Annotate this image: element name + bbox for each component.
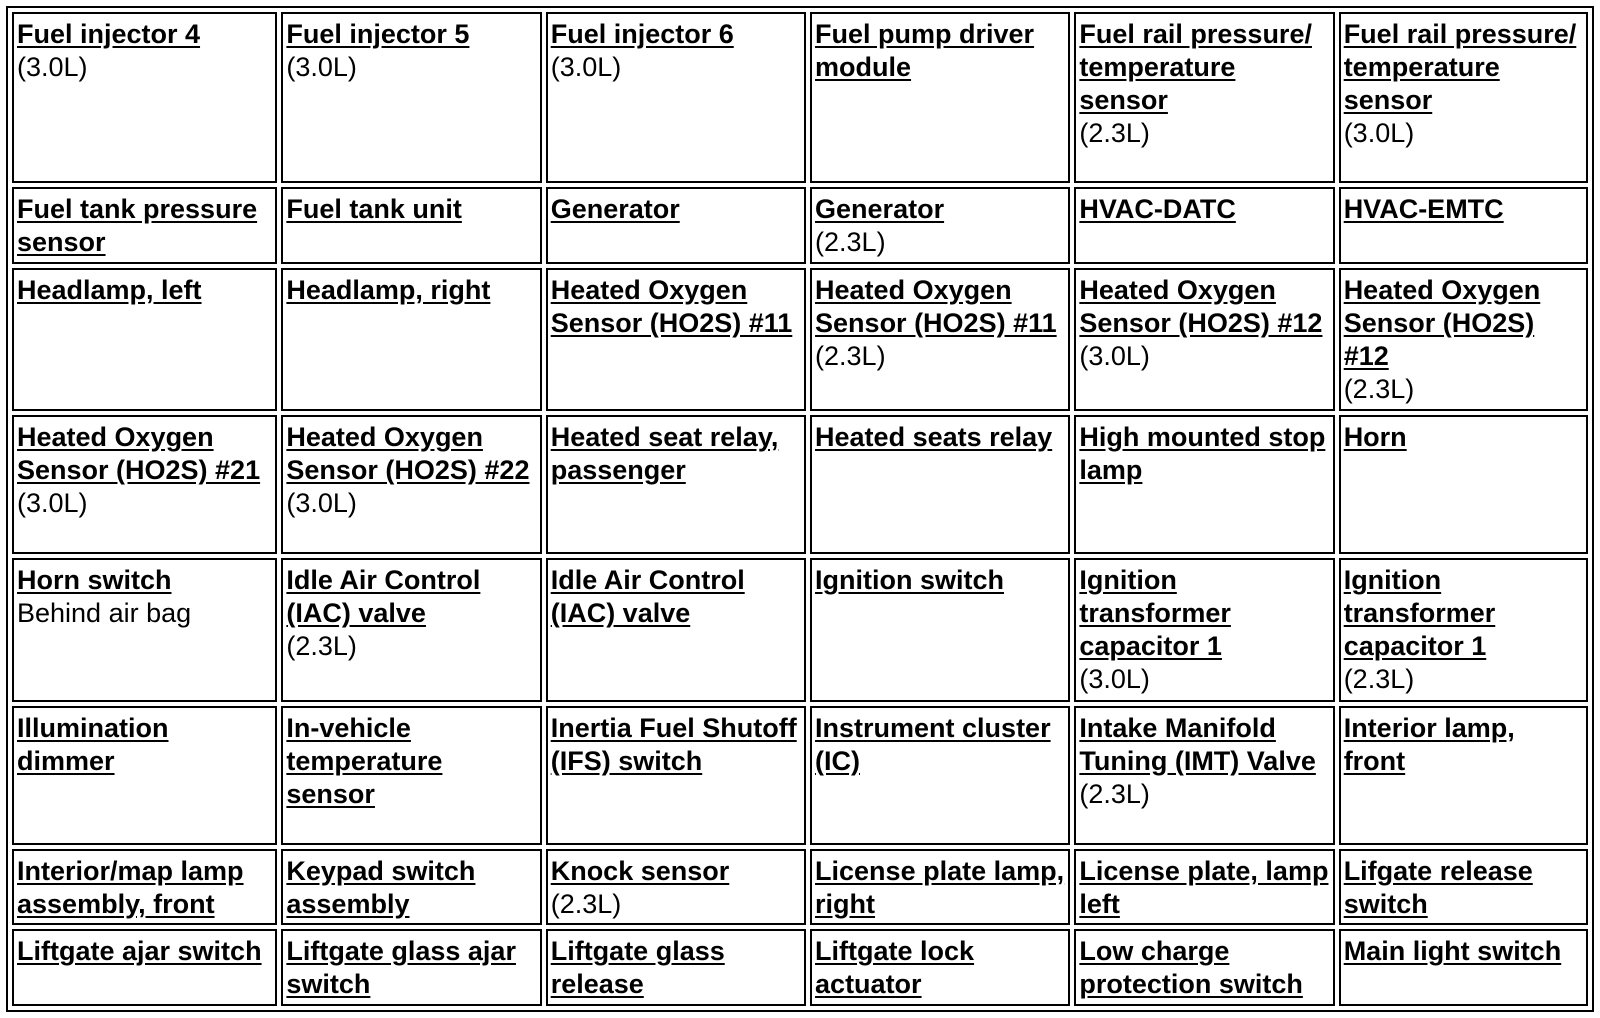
component-link[interactable]: Liftgate glass ajar switch xyxy=(286,936,516,1000)
component-note: Behind air bag xyxy=(17,598,192,629)
table-cell xyxy=(1074,268,1334,411)
table-cell xyxy=(810,187,1070,264)
component-link[interactable]: Heated Oxygen Sensor (HO2S) #11 xyxy=(815,275,1057,339)
table-cell xyxy=(12,415,277,554)
component-link[interactable]: Keypad switch assembly xyxy=(286,855,476,919)
component-note: (3.0L) xyxy=(1079,341,1150,372)
table-cell xyxy=(281,849,541,926)
component-link[interactable]: Heated Oxygen Sensor (HO2S) #12 xyxy=(1343,275,1541,372)
component-link[interactable]: Heated Oxygen Sensor (HO2S) #22 xyxy=(286,422,530,486)
table-cell xyxy=(1074,706,1334,845)
table-cell xyxy=(1339,415,1588,554)
table-cell xyxy=(546,849,806,926)
component-link[interactable]: Generator xyxy=(550,194,680,225)
table-row xyxy=(12,849,1588,926)
table-row xyxy=(12,268,1588,411)
table-cell xyxy=(1339,929,1588,1006)
table-cell xyxy=(1074,415,1334,554)
component-note: (2.3L) xyxy=(815,227,886,258)
table-cell xyxy=(281,415,541,554)
table-cell xyxy=(810,849,1070,926)
component-link[interactable]: Lifgate release switch xyxy=(1343,855,1533,919)
table-cell xyxy=(810,706,1070,845)
component-link[interactable]: Headlamp, left xyxy=(17,275,202,306)
component-link[interactable]: Horn xyxy=(1343,422,1407,453)
component-link[interactable]: Idle Air Control (IAC) valve xyxy=(550,565,745,629)
component-note: (2.3L) xyxy=(1343,374,1415,405)
component-link[interactable]: Knock sensor xyxy=(550,855,730,886)
table-cell xyxy=(546,558,806,701)
component-note: (3.0L) xyxy=(286,52,357,82)
component-link[interactable]: Headlamp, right xyxy=(286,275,491,306)
component-note: (3.0L) xyxy=(550,52,622,82)
table-cell xyxy=(1339,706,1588,845)
table-cell xyxy=(546,12,806,183)
component-link[interactable]: Heated seats relay xyxy=(815,422,1053,453)
component-locator-table xyxy=(6,6,1594,1012)
component-link[interactable]: License plate, lamp left xyxy=(1079,855,1329,919)
table-cell xyxy=(546,929,806,1006)
component-link[interactable]: Ignition switch xyxy=(815,565,1005,596)
table-cell xyxy=(1339,12,1588,183)
component-link[interactable]: Fuel injector 5 xyxy=(286,19,470,49)
table-cell xyxy=(1339,187,1588,264)
table-cell xyxy=(12,706,277,845)
table-cell xyxy=(546,187,806,264)
component-link[interactable]: Idle Air Control (IAC) valve xyxy=(286,565,481,629)
table-cell xyxy=(546,268,806,411)
component-link[interactable]: Instrument cluster (IC) xyxy=(815,712,1051,776)
component-note: (2.3L) xyxy=(1343,664,1415,695)
component-link[interactable]: Fuel rail pressure/ temperature sensor xyxy=(1079,19,1312,115)
component-link[interactable]: High mounted stop lamp xyxy=(1079,422,1326,486)
component-note: (3.0L) xyxy=(17,488,88,519)
table-cell xyxy=(12,268,277,411)
table-cell xyxy=(1074,12,1334,183)
component-link[interactable]: Horn switch xyxy=(17,565,172,596)
table-row xyxy=(12,415,1588,554)
component-link[interactable]: Heated Oxygen Sensor (HO2S) #12 xyxy=(1079,275,1323,339)
component-link[interactable]: Interior/map lamp assembly, front xyxy=(17,855,244,919)
table-cell xyxy=(1074,187,1334,264)
component-link[interactable]: Fuel rail pressure/ temperature sensor xyxy=(1343,19,1577,115)
table-cell xyxy=(12,12,277,183)
component-link[interactable]: Ignition transformer capacitor 1 xyxy=(1343,565,1496,662)
component-link[interactable]: Main light switch xyxy=(1343,936,1562,967)
component-link[interactable]: Low charge protection switch xyxy=(1079,936,1303,1000)
component-link[interactable]: Interior lamp, front xyxy=(1343,712,1515,776)
component-link[interactable]: Liftgate lock actuator xyxy=(815,936,975,1000)
component-link[interactable]: Liftgate ajar switch xyxy=(17,936,262,967)
table-cell xyxy=(1339,849,1588,926)
component-link[interactable]: HVAC-EMTC xyxy=(1343,194,1504,225)
component-link[interactable]: Fuel tank unit xyxy=(286,194,462,225)
component-link[interactable]: Illumination dimmer xyxy=(17,712,169,776)
component-link[interactable]: License plate lamp, right xyxy=(815,855,1065,919)
table-row xyxy=(12,929,1588,1006)
table-cell xyxy=(12,929,277,1006)
table-cell xyxy=(810,415,1070,554)
component-link[interactable]: Fuel tank pressure sensor xyxy=(17,194,258,258)
table-cell xyxy=(1074,558,1334,701)
table-cell xyxy=(281,12,541,183)
table-cell xyxy=(12,558,277,701)
component-link[interactable]: Fuel injector 6 xyxy=(550,19,734,49)
table-cell xyxy=(12,187,277,264)
component-note: (3.0L) xyxy=(17,52,88,82)
table-cell xyxy=(281,706,541,845)
component-note: (2.3L) xyxy=(550,888,622,919)
table-cell xyxy=(1074,849,1334,926)
component-link[interactable]: Heated Oxygen Sensor (HO2S) #21 xyxy=(17,422,261,486)
table-cell xyxy=(1339,558,1588,701)
table-cell xyxy=(281,558,541,701)
table-cell xyxy=(546,706,806,845)
component-link[interactable]: Heated Oxygen Sensor (HO2S) #11 xyxy=(550,275,793,339)
table-row xyxy=(12,706,1588,845)
component-link[interactable]: Fuel pump driver module xyxy=(815,19,1035,82)
component-link[interactable]: Intake Manifold Tuning (IMT) Valve xyxy=(1079,712,1316,776)
table-cell xyxy=(546,415,806,554)
table-cell xyxy=(12,849,277,926)
table-cell xyxy=(281,268,541,411)
component-link[interactable]: Inertia Fuel Shutoff (IFS) switch xyxy=(550,712,797,776)
component-link[interactable]: Heated seat relay, passenger xyxy=(550,422,779,486)
component-link[interactable]: Liftgate glass release xyxy=(550,936,725,1000)
table-cell xyxy=(810,12,1070,183)
component-note: (3.0L) xyxy=(1079,664,1150,695)
table-cell xyxy=(810,929,1070,1006)
table-row xyxy=(12,187,1588,264)
table-cell xyxy=(810,268,1070,411)
component-link[interactable]: HVAC-DATC xyxy=(1079,194,1236,225)
component-link[interactable]: Fuel injector 4 xyxy=(17,19,201,49)
table-cell xyxy=(810,558,1070,701)
table-cell xyxy=(1339,268,1588,411)
component-note: (2.3L) xyxy=(815,341,886,372)
component-note: (3.0L) xyxy=(1343,118,1415,148)
component-link[interactable]: Ignition transformer capacitor 1 xyxy=(1079,565,1231,662)
table-row xyxy=(12,12,1588,183)
table-row xyxy=(12,558,1588,701)
component-note: (3.0L) xyxy=(286,488,357,519)
component-note: (2.3L) xyxy=(1079,778,1150,809)
component-note: (2.3L) xyxy=(286,631,357,662)
component-link[interactable]: Generator xyxy=(815,194,945,225)
table-cell xyxy=(1074,929,1334,1006)
component-note: (2.3L) xyxy=(1079,118,1150,148)
table-cell xyxy=(281,929,541,1006)
component-link[interactable]: In-vehicle temperature sensor xyxy=(286,712,443,809)
table-cell xyxy=(281,187,541,264)
